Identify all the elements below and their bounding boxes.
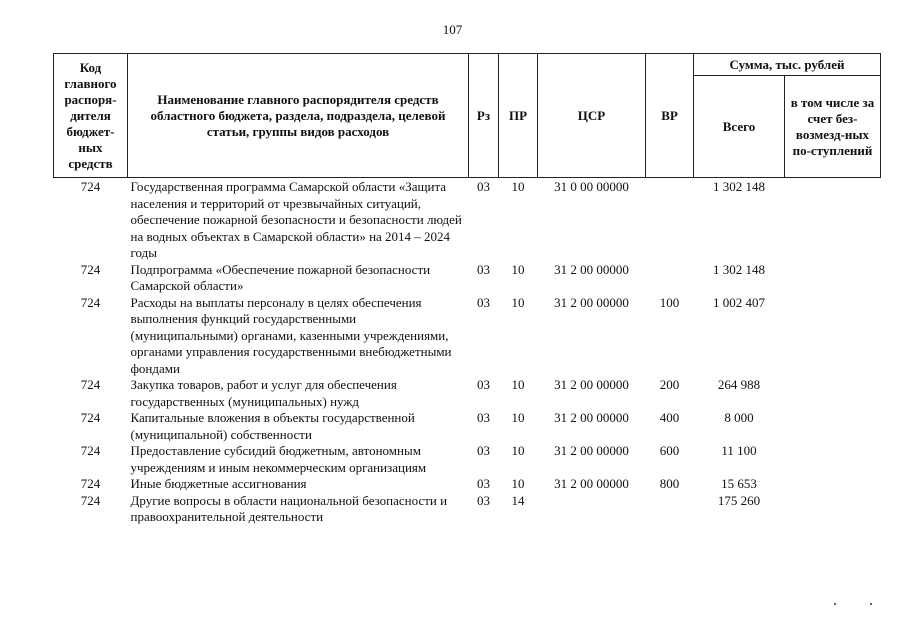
budget-table [53, 53, 881, 526]
cell-total: 1 302 148 [713, 261, 765, 277]
header-sum: Сумма, тыс. рублей [694, 54, 881, 76]
header-incl: в том числе за счет без-возмезд-ных по-ступлений [785, 76, 881, 178]
cell-code: 724 [80, 443, 101, 458]
cell-name: Другие вопросы в области национальной безопасности и правоохранительной деятельности [130, 492, 448, 524]
cell-code: 724 [80, 294, 101, 310]
cell-rz: 03 [477, 410, 490, 425]
cell-pr: 10 [511, 261, 525, 277]
header-rz: Рз [469, 54, 499, 178]
cell-pr: 10 [511, 476, 525, 491]
cell-code: 724 [80, 179, 101, 194]
cell-vr [646, 178, 694, 262]
cell-pr: 10 [511, 443, 525, 458]
cell-csr: 31 2 00 00000 [554, 410, 629, 425]
cell-rz: 03 [477, 476, 490, 491]
cell-pr: 14 [511, 492, 525, 508]
cell-incl [785, 377, 881, 410]
cell-csr: 31 2 00 00000 [554, 261, 629, 277]
cell-code: 724 [80, 492, 101, 508]
table-row [54, 443, 881, 476]
cell-csr: 31 2 00 00000 [554, 294, 629, 310]
cell-incl [785, 443, 881, 476]
cell-total: 11 100 [721, 443, 757, 458]
cell-pr: 10 [511, 377, 525, 392]
cell-total: 1 002 407 [713, 294, 765, 310]
cell-csr: 31 0 00 00000 [554, 179, 629, 194]
table-row [54, 178, 881, 262]
cell-code: 724 [80, 476, 101, 491]
header-code: Код главного распоря-дителя бюджет-ных средств [54, 54, 128, 178]
table-body [54, 178, 881, 526]
cell-csr [538, 493, 646, 526]
cell-total: 175 260 [717, 492, 761, 508]
table-row [54, 295, 881, 378]
cell-total: 1 302 148 [713, 179, 765, 194]
scan-speck [870, 603, 872, 605]
cell-rz: 03 [477, 294, 490, 310]
cell-pr: 10 [511, 294, 525, 310]
cell-vr: 600 [659, 443, 680, 458]
cell-total: 264 988 [717, 377, 761, 392]
cell-name: Иные бюджетные ассигнования [130, 476, 307, 491]
header-pr: ПР [499, 54, 538, 178]
cell-name: Расходы на выплаты персоналу в целях обеспечения выполнения функций государственными (муниципальными) органами, казенными учреждениями, органами управления государственными внебюджетными фондами [130, 294, 452, 376]
cell-name: Государственная программа Самарской области «Защита населения и территорий от чрезвычайных ситуаций, обеспечение пожарной безопасности и безопасности людей на водных объектах в Самарской области» на 2014 – 2024 годы [130, 179, 462, 260]
cell-incl [785, 178, 881, 262]
cell-name: Закупка товаров, работ и услуг для обеспечения государственных (муниципальных) нужд [130, 377, 397, 409]
cell-csr: 31 2 00 00000 [554, 443, 629, 458]
table-row [54, 476, 881, 493]
cell-code: 724 [80, 377, 101, 392]
cell-name: Предоставление субсидий бюджетным, автономным учреждениям и иным некоммерческим организациям [130, 443, 427, 475]
cell-csr: 31 2 00 00000 [554, 377, 629, 392]
cell-pr: 10 [511, 410, 525, 425]
header-total: Всего [694, 76, 785, 178]
table-row [54, 262, 881, 295]
cell-incl [785, 262, 881, 295]
header-name: Наименование главного распорядителя средств областного бюджета, раздела, подраздела, целевой статьи, группы видов расходов [128, 54, 469, 178]
cell-total: 15 653 [721, 476, 757, 491]
cell-incl [785, 493, 881, 526]
cell-vr: 200 [659, 377, 680, 392]
header-csr: ЦСР [538, 54, 646, 178]
page-number: 107 [442, 22, 463, 37]
cell-code: 724 [80, 410, 101, 425]
cell-vr: 100 [659, 294, 680, 310]
table-row [54, 493, 881, 526]
cell-code: 724 [80, 261, 101, 277]
header-vr: ВР [646, 54, 694, 178]
cell-vr: 800 [659, 476, 680, 491]
cell-rz: 03 [477, 492, 490, 508]
cell-rz: 03 [477, 179, 490, 194]
cell-incl [785, 410, 881, 443]
cell-total: 8 000 [724, 410, 754, 425]
table-row [54, 377, 881, 410]
cell-vr: 400 [659, 410, 680, 425]
cell-incl [785, 295, 881, 378]
cell-incl [785, 476, 881, 493]
cell-name: Капитальные вложения в объекты государственной (муниципальной) собственности [130, 410, 415, 442]
table-row [54, 410, 881, 443]
cell-rz: 03 [477, 261, 490, 277]
cell-name: Подпрограмма «Обеспечение пожарной безопасности Самарской области» [130, 261, 431, 293]
cell-vr [646, 262, 694, 295]
cell-rz: 03 [477, 443, 490, 458]
table-header [54, 54, 881, 178]
cell-vr [646, 493, 694, 526]
scan-speck [834, 603, 836, 605]
cell-rz: 03 [477, 377, 490, 392]
cell-pr: 10 [511, 179, 525, 194]
cell-csr: 31 2 00 00000 [554, 476, 629, 491]
